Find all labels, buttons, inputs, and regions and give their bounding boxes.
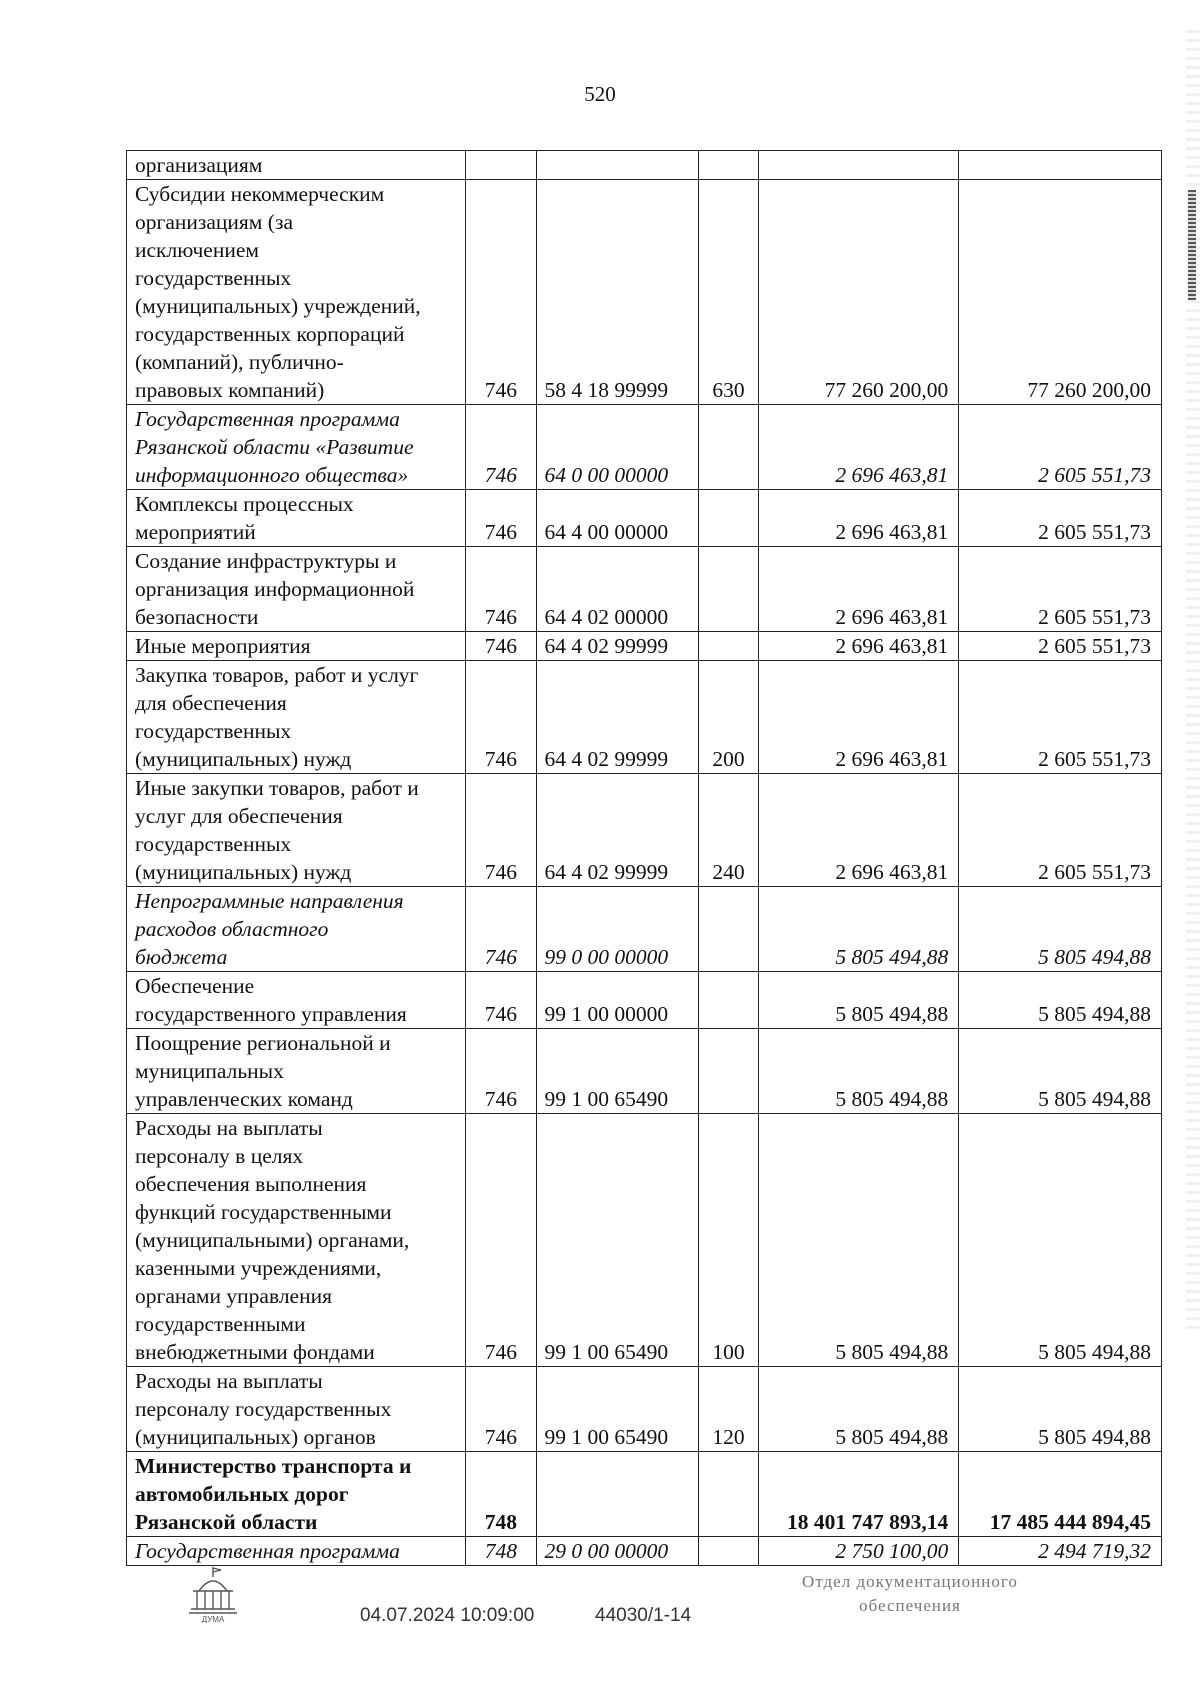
row-name: Иные закупки товаров, работ и услуг для обеспечения государственных (муниципальных) нужд [127, 774, 466, 887]
row-csr-code: 99 1 00 65490 [536, 1114, 699, 1367]
row-csr-code: 99 1 00 00000 [536, 972, 699, 1029]
row-ved-code: 746 [466, 1367, 536, 1452]
row-name: Непрограммные направления расходов областного бюджета [127, 887, 466, 972]
row-amount-1: 2 696 463,81 [758, 547, 959, 632]
row-ved-code: 748 [466, 1452, 536, 1537]
row-ved-code: 746 [466, 490, 536, 547]
row-amount-1: 2 696 463,81 [758, 632, 959, 661]
row-ved-code: 746 [466, 180, 536, 405]
table-row [127, 405, 1162, 490]
row-amount-2: 2 494 719,32 [959, 1537, 1162, 1566]
table-row [127, 490, 1162, 547]
row-name: Расходы на выплаты персоналу государственных (муниципальных) органов [127, 1367, 466, 1452]
budget-table [126, 150, 1162, 1566]
row-ved-code: 746 [466, 632, 536, 661]
row-vr-code [699, 1452, 758, 1537]
row-csr-code: 29 0 00 00000 [536, 1537, 699, 1566]
table-row [127, 1367, 1162, 1452]
table-row [127, 151, 1162, 180]
row-csr-code: 64 0 00 00000 [536, 405, 699, 490]
row-vr-code: 240 [699, 774, 758, 887]
row-amount-1: 5 805 494,88 [758, 1114, 959, 1367]
row-csr-code: 64 4 02 99999 [536, 661, 699, 774]
row-ved-code: 746 [466, 1029, 536, 1114]
row-csr-code [536, 151, 699, 180]
duma-logo-text: ДУМА [201, 1615, 225, 1623]
row-amount-2: 5 805 494,88 [959, 1367, 1162, 1452]
row-name: Субсидии некоммерческим организациям (за исключением государственных (муниципальных) учреждений, государственных корпораций (компаний), публично- правовых компаний) [127, 180, 466, 405]
row-ved-code: 746 [466, 774, 536, 887]
row-name: Обеспечение государственного управления [127, 972, 466, 1029]
row-vr-code: 630 [699, 180, 758, 405]
duma-logo-icon [185, 1565, 241, 1623]
row-csr-code [536, 1452, 699, 1537]
row-amount-1: 5 805 494,88 [758, 972, 959, 1029]
row-amount-2: 2 605 551,73 [959, 774, 1162, 887]
table-row [127, 661, 1162, 774]
table-row [127, 1537, 1162, 1566]
row-vr-code [699, 1029, 758, 1114]
row-name: Расходы на выплаты персоналу в целях обеспечения выполнения функций государственными (муниципальными) органами, казенными учреждениями, органами управления государственными внебюджетными фондами [127, 1114, 466, 1367]
row-name: Поощрение региональной и муниципальных управленческих команд [127, 1029, 466, 1114]
registration-number: 44030/1-14 [595, 1605, 692, 1626]
row-vr-code [699, 1537, 758, 1566]
table-row [127, 972, 1162, 1029]
row-amount-2: 5 805 494,88 [959, 1029, 1162, 1114]
table-row [127, 887, 1162, 972]
row-ved-code: 746 [466, 661, 536, 774]
row-ved-code: 746 [466, 1114, 536, 1367]
row-amount-1: 2 696 463,81 [758, 661, 959, 774]
row-amount-1: 18 401 747 893,14 [758, 1452, 959, 1537]
row-amount-2 [959, 151, 1162, 180]
row-amount-2: 5 805 494,88 [959, 1114, 1162, 1367]
row-amount-1: 5 805 494,88 [758, 1029, 959, 1114]
row-amount-2: 2 605 551,73 [959, 405, 1162, 490]
row-vr-code: 200 [699, 661, 758, 774]
page-number: 520 [584, 82, 616, 106]
row-csr-code: 64 4 02 99999 [536, 632, 699, 661]
row-csr-code: 58 4 18 99999 [536, 180, 699, 405]
row-csr-code: 64 4 00 00000 [536, 490, 699, 547]
row-vr-code: 100 [699, 1114, 758, 1367]
row-name: Комплексы процессных мероприятий [127, 490, 466, 547]
row-csr-code: 99 1 00 65490 [536, 1029, 699, 1114]
row-csr-code: 99 0 00 00000 [536, 887, 699, 972]
row-csr-code: 64 4 02 00000 [536, 547, 699, 632]
row-name: Государственная программа Рязанской области «Развитие информационного общества» [127, 405, 466, 490]
table-row [127, 632, 1162, 661]
row-name: Закупка товаров, работ и услуг для обеспечения государственных (муниципальных) нужд [127, 661, 466, 774]
row-ved-code: 746 [466, 972, 536, 1029]
row-amount-1 [758, 151, 959, 180]
row-amount-1: 5 805 494,88 [758, 887, 959, 972]
row-name: организациям [127, 151, 466, 180]
row-amount-2: 5 805 494,88 [959, 887, 1162, 972]
row-ved-code: 746 [466, 887, 536, 972]
table-body [127, 151, 1162, 1566]
row-vr-code [699, 887, 758, 972]
row-amount-2: 2 605 551,73 [959, 632, 1162, 661]
table-row [127, 1029, 1162, 1114]
row-ved-code: 746 [466, 547, 536, 632]
row-amount-2: 2 605 551,73 [959, 547, 1162, 632]
row-csr-code: 99 1 00 65490 [536, 1367, 699, 1452]
table-row [127, 774, 1162, 887]
table-row [127, 1114, 1162, 1367]
row-amount-1: 2 696 463,81 [758, 490, 959, 547]
row-ved-code [466, 151, 536, 180]
row-name: Создание инфраструктуры и организация информационной безопасности [127, 547, 466, 632]
row-name: Государственная программа [127, 1537, 466, 1566]
row-vr-code [699, 151, 758, 180]
row-amount-2: 5 805 494,88 [959, 972, 1162, 1029]
department-stamp: Отдел документационного обеспечения [802, 1572, 1018, 1615]
row-name: Министерство транспорта и автомобильных дорог Рязанской области [127, 1452, 466, 1537]
scan-edge-mark [1188, 190, 1196, 300]
table-row [127, 1452, 1162, 1537]
row-amount-2: 2 605 551,73 [959, 661, 1162, 774]
row-amount-1: 77 260 200,00 [758, 180, 959, 405]
row-csr-code: 64 4 02 99999 [536, 774, 699, 887]
table-row [127, 180, 1162, 405]
row-name: Иные мероприятия [127, 632, 466, 661]
row-vr-code [699, 405, 758, 490]
row-amount-2: 77 260 200,00 [959, 180, 1162, 405]
row-amount-2: 2 605 551,73 [959, 490, 1162, 547]
row-ved-code: 746 [466, 405, 536, 490]
row-vr-code [699, 547, 758, 632]
row-amount-1: 2 696 463,81 [758, 774, 959, 887]
row-amount-1: 5 805 494,88 [758, 1367, 959, 1452]
row-amount-1: 2 696 463,81 [758, 405, 959, 490]
row-vr-code [699, 632, 758, 661]
row-amount-1: 2 750 100,00 [758, 1537, 959, 1566]
row-ved-code: 748 [466, 1537, 536, 1566]
row-amount-2: 17 485 444 894,45 [959, 1452, 1162, 1537]
row-vr-code [699, 490, 758, 547]
table-row [127, 547, 1162, 632]
row-vr-code [699, 972, 758, 1029]
row-vr-code: 120 [699, 1367, 758, 1452]
registration-date: 04.07.2024 10:09:00 [360, 1605, 535, 1626]
